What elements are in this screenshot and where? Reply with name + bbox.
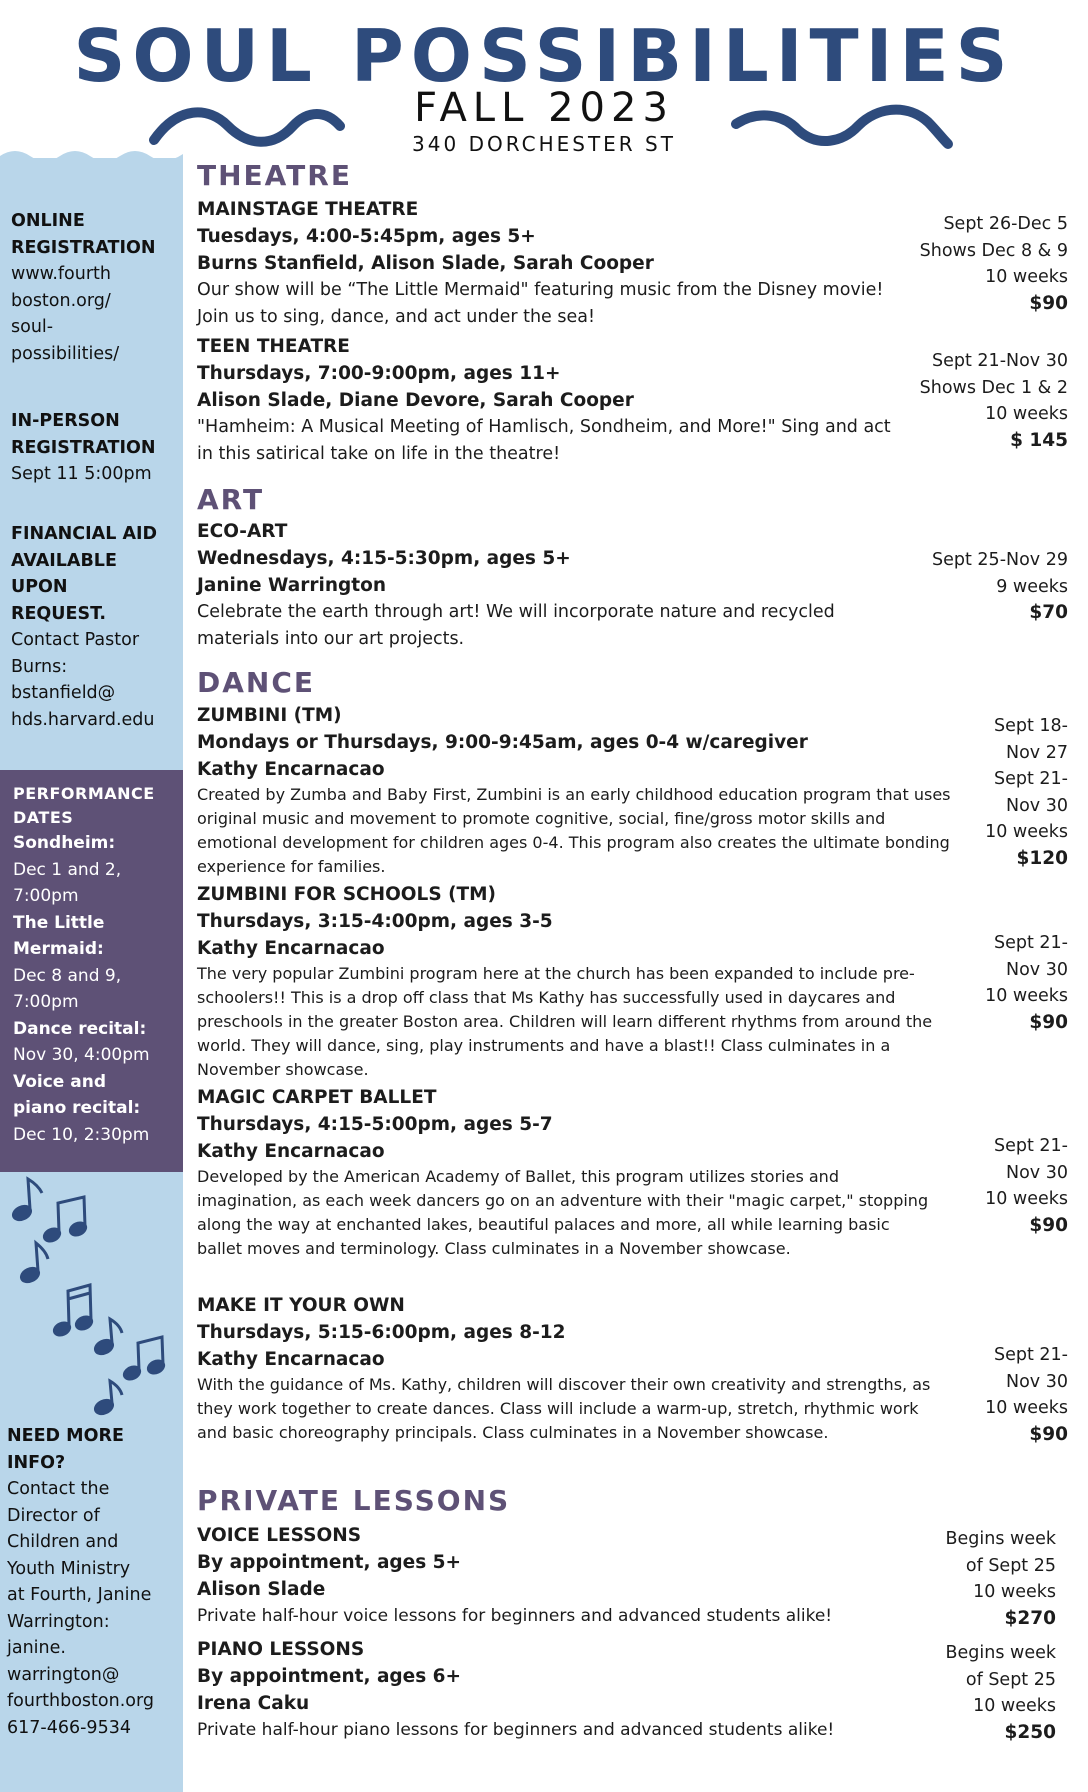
class-weeks: 10 weeks [985,404,1068,424]
page-title: SOUL POSSIBILITIES [73,14,1015,98]
info-heading: INFO? [7,1452,66,1473]
class-description: Private half-hour voice lessons for beginners and advanced students alike! [197,1606,833,1626]
performance-heading: PERFORMANCE [13,784,155,803]
class-dates: Sept 21- [994,769,1068,789]
dates-heading: DATES [13,808,74,827]
class-begins: of Sept 25 [965,1669,1056,1690]
class-weeks: 10 weeks [973,1696,1056,1716]
section-title-art: ART [197,483,265,516]
class-info-teen-theatre [920,348,1068,454]
info-heading: NEED MORE [7,1426,124,1446]
address-heading: 340 DORCHESTER ST [412,132,676,156]
class-description: Private half-hour piano lessons for beginners and advanced students alike! [197,1720,835,1740]
in-person-heading: IN-PERSON [11,411,120,431]
class-shows: Shows Dec 8 & 9 [919,240,1068,261]
class-schedule: Tuesdays, 4:00-5:45pm, ages 5+ [197,226,536,247]
class-info-mainstage [920,211,1068,317]
class-description: Developed by the American Academy of Ballet, this program utilizes stories and imagination, as each week dancers go on an adventure with their "magic carpet," stopping along the way at enchanted lakes, beautiful palaces and more, all while learning basic ballet moves and terminology. Class culminates in a November showcase. [197,1167,929,1258]
class-name: TEEN THEATRE [197,336,350,357]
class-schedule: Wednesdays, 4:15-5:30pm, ages 5+ [197,548,571,569]
class-dates: Nov 27 [1006,742,1068,763]
class-teachers: Kathy Encarnacao [197,1141,385,1162]
class-teachers: Burns Stanfield, Alison Slade, Sarah Cooper [197,253,654,274]
class-weeks: 10 weeks [985,986,1068,1006]
class-piano-lessons [197,1637,957,1744]
class-teachers: Kathy Encarnacao [197,938,385,959]
class-price: $90 [1029,1011,1068,1033]
class-weeks: 10 weeks [985,822,1068,842]
class-magic-carpet-ballet [197,1085,937,1261]
class-name: VOICE LESSONS [197,1525,362,1546]
class-info-make-it-your-own [985,1342,1068,1448]
class-schedule: Mondays or Thursdays, 9:00-9:45am, ages 0-4 w/caregiver [197,732,808,753]
performance-date: Dec 1 and 2, [13,859,122,880]
info-line: at Fourth, Janine [7,1585,152,1605]
class-name: PIANO LESSONS [197,1639,365,1660]
class-teachers: Irena Caku [197,1693,310,1714]
class-eco-art [197,519,957,652]
class-weeks: 10 weeks [985,267,1068,287]
class-dates: Sept 21- [994,1345,1068,1365]
class-schedule: By appointment, ages 6+ [197,1666,462,1687]
class-shows: Shows Dec 1 & 2 [919,377,1068,398]
class-info-zumbini-for-schools [985,930,1068,1036]
class-weeks: 9 weeks [996,576,1068,597]
class-teachers: Kathy Encarnacao [197,759,385,780]
class-schedule: Thursdays, 5:15-6:00pm, ages 8-12 [197,1322,566,1343]
class-begins: of Sept 25 [965,1555,1056,1576]
online-registration [11,208,179,367]
performance-label: Dance recital: [13,1018,147,1039]
class-schedule: By appointment, ages 5+ [197,1552,462,1573]
class-teachers: Alison Slade [197,1579,326,1600]
class-teachers: Janine Warrington [197,575,386,596]
url-line: boston.org/ [11,290,111,311]
class-dates: Sept 18- [994,716,1068,736]
class-price: $70 [1029,602,1068,623]
season-heading: FALL 2023 [414,85,674,131]
info-line: warrington@ [7,1664,120,1685]
class-price: $90 [1029,292,1068,314]
class-begins: Begins week [945,1529,1056,1549]
class-dates: Nov 30 [1006,795,1068,816]
registration-heading: REGISTRATION [11,437,156,458]
info-line: Warrington: [7,1611,110,1632]
class-description: Celebrate the earth through art! We will incorporate nature and recycled materials into our art projects. [197,602,835,649]
in-person-date: Sept 11 5:00pm [11,464,152,484]
performance-label: piano recital: [13,1098,141,1118]
music-notes-icon [4,1175,182,1425]
class-zumbini [197,703,967,879]
financial-aid [11,521,179,733]
class-dates: Sept 21- [994,933,1068,953]
info-line: Children and [7,1532,119,1552]
section-title-private-lessons: PRIVATE LESSONS [197,1484,511,1517]
class-name: MAGIC CARPET BALLET [197,1087,437,1108]
performance-label: Sondheim: [13,833,116,853]
url-line: possibilities/ [11,343,120,364]
class-price: $ 145 [1010,429,1068,451]
class-dates: Sept 21- [994,1136,1068,1156]
class-info-piano [946,1640,1057,1746]
info-line: janine. [7,1638,66,1658]
class-info-zumbini [985,713,1068,872]
aid-line: Burns: [11,656,68,677]
aid-line: bstanfield@ [11,683,116,703]
class-weeks: 10 weeks [985,1398,1068,1418]
class-weeks: 10 weeks [985,1189,1068,1209]
performance-dates [13,782,179,1148]
class-description: Created by Zumba and Baby First, Zumbini is an early childhood education program that uses original music and movement to promote cognitive, social, fine/gross motor skills and emotional development for children ages 0-4. This program also creates the ultimate bonding experience for families. [197,785,951,876]
performance-date: Dec 8 and 9, [13,965,122,986]
class-name: ZUMBINI FOR SCHOOLS (TM) [197,884,497,905]
aid-line: hds.harvard.edu [11,709,155,730]
performance-date: Nov 30, 4:00pm [13,1045,150,1065]
in-person-registration [11,408,179,488]
class-mainstage-theatre [197,197,957,330]
class-dates: Sept 25-Nov 29 [932,550,1068,570]
class-teachers: Kathy Encarnacao [197,1349,385,1370]
class-info-eco-art [932,547,1068,627]
class-make-it-your-own [197,1293,937,1445]
class-name: MAKE IT YOUR OWN [197,1295,405,1316]
class-dates: Nov 30 [1006,1371,1068,1392]
class-info-voice [946,1526,1057,1632]
class-dates: Nov 30 [1006,1162,1068,1183]
online-heading: ONLINE [11,211,85,231]
registration-heading: REGISTRATION [11,237,156,258]
class-schedule: Thursdays, 3:15-4:00pm, ages 3-5 [197,911,553,932]
class-voice-lessons [197,1523,957,1630]
need-more-info [7,1423,175,1741]
class-description: With the guidance of Ms. Kathy, children will discover their own creativity and strengths, as they work together to create dances. Class will include a warm-up, stretch, rhythmic work and basic choreography principals. Class culminates in a November showcase. [197,1375,931,1442]
class-name: MAINSTAGE THEATRE [197,199,419,220]
class-teachers: Alison Slade, Diane Devore, Sarah Cooper [197,390,634,411]
class-name: ECO-ART [197,521,288,542]
class-name: ZUMBINI (TM) [197,705,342,726]
class-dates: Nov 30 [1006,959,1068,980]
aid-heading: AVAILABLE [11,550,117,571]
aid-line: Contact Pastor [11,630,140,650]
class-dates: Sept 21-Nov 30 [932,351,1068,371]
url-line: soul- [11,317,54,337]
class-description: Our show will be “The Little Mermaid" featuring music from the Disney movie! Join us to sing, dance, and act under the sea! [197,280,884,327]
performance-date: 7:00pm [13,886,79,906]
class-dates: Sept 26-Dec 5 [943,214,1068,234]
performance-date: Dec 10, 2:30pm [13,1124,150,1145]
performance-label: Mermaid: [13,939,104,959]
class-schedule: Thursdays, 4:15-5:00pm, ages 5-7 [197,1114,553,1135]
aid-heading: FINANCIAL AID [11,524,158,544]
class-schedule: Thursdays, 7:00-9:00pm, ages 11+ [197,363,561,384]
class-price: $120 [1016,847,1068,869]
class-price: $270 [1004,1607,1056,1629]
class-description: "Hamheim: A Musical Meeting of Hamlisch, Sondheim, and More!" Sing and act in this satirical take on life in the theatre! [197,417,891,464]
sidebar-scalloped-edge [0,146,183,168]
aid-heading: REQUEST. [11,603,107,624]
section-title-dance: DANCE [197,666,316,699]
info-line: fourthboston.org [7,1691,154,1711]
info-line: Youth Ministry [7,1558,131,1579]
class-info-magic-carpet [985,1133,1068,1239]
performance-label: Voice and [13,1071,107,1092]
info-line: Contact the [7,1479,110,1499]
info-line: Director of [7,1505,100,1526]
performance-date: 7:00pm [13,992,79,1012]
class-zumbini-for-schools [197,882,967,1082]
section-title-theatre: THEATRE [197,159,352,192]
aid-heading: UPON [11,577,68,597]
info-line: 617-466-9534 [7,1717,131,1738]
class-price: $90 [1029,1423,1068,1445]
class-description: The very popular Zumbini program here at the church has been expanded to include pre-schoolers!! This is a drop off class that Ms Kathy has successfully used in daycares and preschools in the greater Boston area. Children will learn different rhythms from around the world. They will dance, sing, play instruments and have a blast!! Class culminates in a November showcase. [197,964,933,1079]
class-weeks: 10 weeks [973,1582,1056,1602]
class-begins: Begins week [945,1643,1056,1663]
url-line: www.fourth [11,264,112,284]
performance-label: The Little [13,912,105,933]
class-price: $250 [1004,1721,1056,1743]
class-teen-theatre [197,334,957,467]
class-price: $90 [1029,1214,1068,1236]
